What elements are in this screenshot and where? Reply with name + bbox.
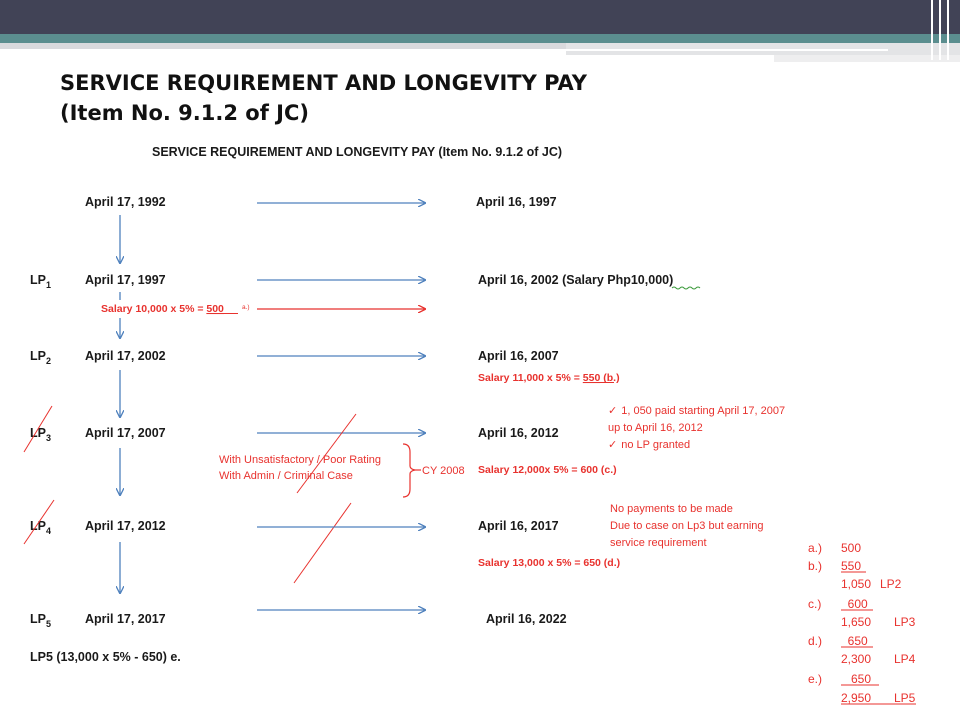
lp1-salary-note: Salary 10,000 x 5% = 500 xyxy=(101,303,224,315)
computation-label: a.) xyxy=(808,541,823,555)
lp5-formula: LP5 (13,000 x 5% - 650) e. xyxy=(30,650,181,664)
check-note-line-3: ✓ no LP granted xyxy=(608,439,691,451)
computation-tag: LP3 xyxy=(894,615,916,629)
row-start-date: April 17, 2002 xyxy=(85,349,166,363)
computation-tag: LP4 xyxy=(894,652,916,666)
computation-label: e.) xyxy=(808,672,823,686)
check-note-line-2: up to April 16, 2012 xyxy=(608,422,703,434)
row-start-date: April 17, 1992 xyxy=(85,195,166,209)
row-end-date: April 16, 1997 xyxy=(476,195,557,209)
row-start-date: April 17, 2017 xyxy=(85,612,166,626)
lp-label: $LP_4$ xyxy=(30,519,51,536)
slide-title-line-2: (Item No. 9.1.2 of JC) xyxy=(60,101,309,125)
lp3-salary-note: Salary 12,000x 5% = 600 (c.) xyxy=(478,464,617,476)
check-note-line-1: ✓ 1, 050 paid starting April 17, 2007 xyxy=(608,405,786,417)
row-end-date: April 16, 2022 xyxy=(486,612,567,626)
lp-label: $LP_1$ xyxy=(30,273,51,290)
strike-mark xyxy=(294,503,351,583)
lp1-salary-ref: a.) xyxy=(242,304,250,311)
lp-label: $LP_5$ xyxy=(30,612,51,629)
slide-title-line-1: SERVICE REQUIREMENT AND LONGEVITY PAY xyxy=(60,71,588,95)
row-end-date: April 16, 2017 xyxy=(478,519,559,533)
row-end-date: April 16, 2012 xyxy=(478,426,559,440)
computation-tag: LP2 xyxy=(880,577,902,591)
bracket xyxy=(403,444,415,497)
computation-value: 2,300 xyxy=(841,652,872,666)
row-end-date: April 16, 2007 xyxy=(478,349,559,363)
computation-value: 650 xyxy=(841,672,872,686)
strike-mark xyxy=(24,500,54,544)
computation-value: 1,650 xyxy=(841,615,872,629)
computation-tag: LP5 xyxy=(894,691,916,705)
no-payment-note-line-3: service requirement xyxy=(610,537,707,549)
lp-label: $LP_3$ xyxy=(30,426,51,443)
row-end-date: April 16, 2002 (Salary Php10,000) xyxy=(478,273,674,287)
computation-label: d.) xyxy=(808,634,823,648)
computation-column xyxy=(808,541,916,705)
row-start-date: April 17, 2007 xyxy=(85,426,166,440)
rating-note-line-1: With Unsatisfactory / Poor Rating xyxy=(219,454,382,466)
no-payment-note-line-2: Due to case on Lp3 but earning xyxy=(610,520,764,532)
computation-value: 650 xyxy=(841,634,868,648)
computation-value: 2,950 xyxy=(841,691,872,705)
row-start-date: April 17, 2012 xyxy=(85,519,166,533)
no-payment-note-line-1: No payments to be made xyxy=(610,503,733,515)
computation-label: c.) xyxy=(808,597,822,611)
computation-value: 550 xyxy=(841,559,862,573)
computation-value: 500 xyxy=(841,541,862,555)
spellcheck-squiggle xyxy=(672,287,700,289)
row-start-date: April 17, 1997 xyxy=(85,273,166,287)
lp-label: $LP_2$ xyxy=(30,349,51,366)
lp2-salary-note: Salary 11,000 x 5% = 550 (b.) xyxy=(478,372,620,384)
cy-label: CY 2008 xyxy=(422,465,465,477)
computation-value: 600 xyxy=(841,597,868,611)
strike-mark xyxy=(24,406,52,452)
rating-note-line-2: With Admin / Criminal Case xyxy=(219,470,353,482)
computation-value: 1,050 xyxy=(841,577,872,591)
figure-header: SERVICE REQUIREMENT AND LONGEVITY PAY (Item No. 9.1.2 of JC) xyxy=(152,145,563,159)
lp4-salary-note: Salary 13,000 x 5% = 650 (d.) xyxy=(478,557,621,569)
computation-label: b.) xyxy=(808,559,823,573)
